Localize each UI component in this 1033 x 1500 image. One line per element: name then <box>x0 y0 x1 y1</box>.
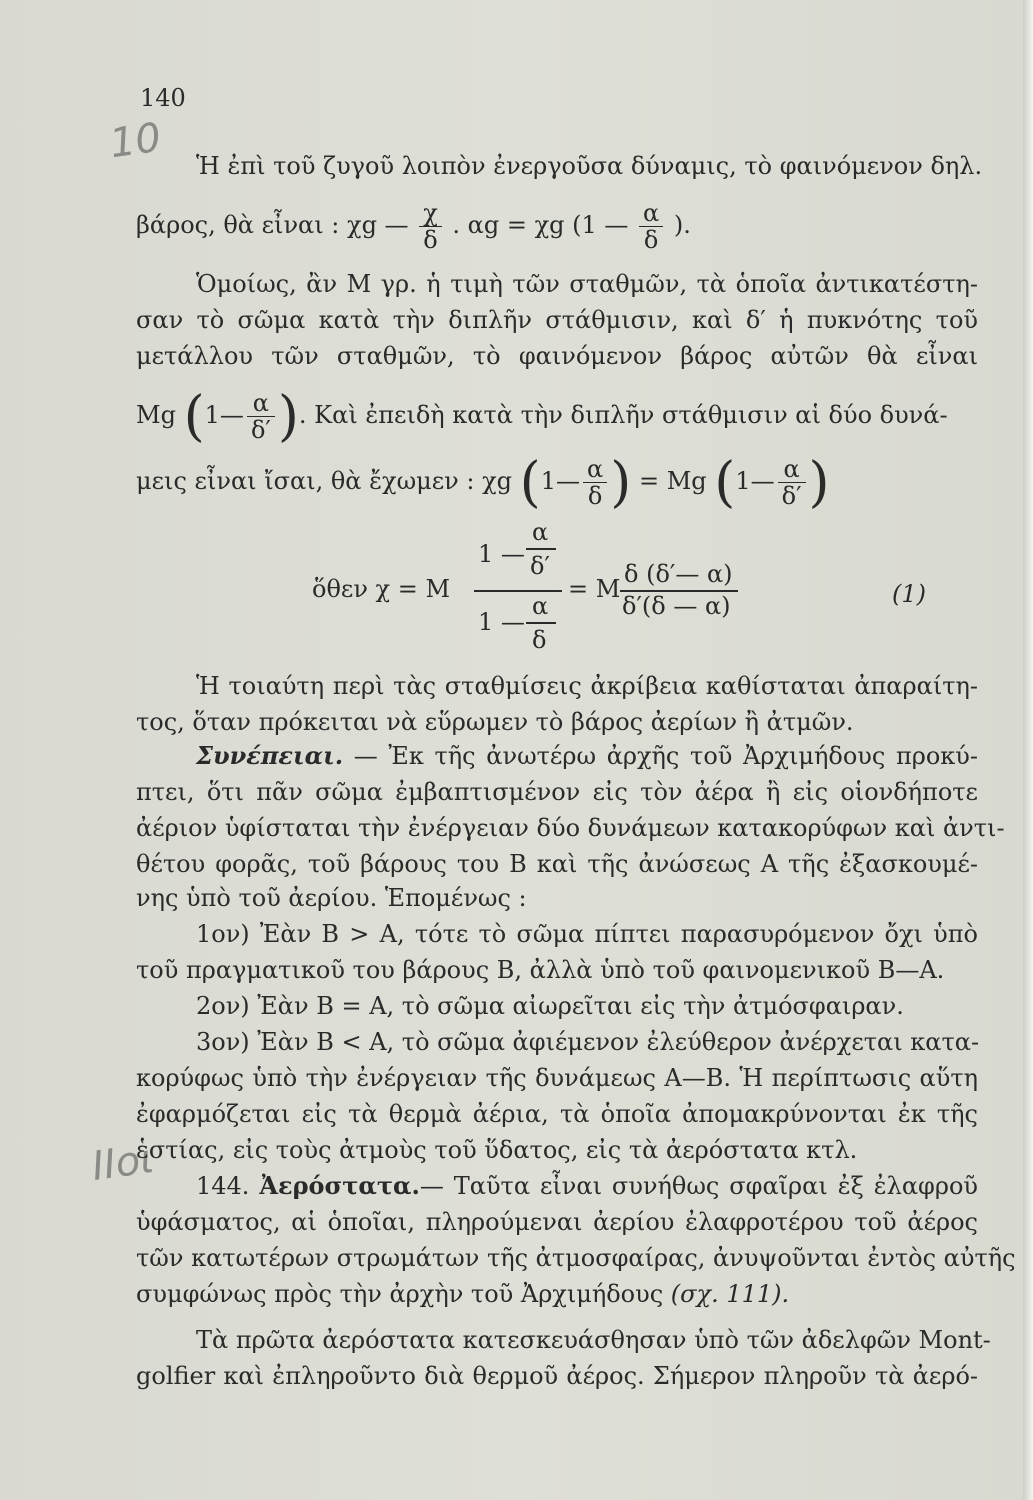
equation-number: (1) <box>892 580 926 608</box>
eq1-right-den: δ′(δ — α) <box>622 592 731 620</box>
s144-line3: τῶν κατωτέρων στρωμάτων τῆς ἀτμοσφαίρας, ἀνυψοῦνται ἐντὸς αὐτῆς <box>136 1244 1016 1272</box>
eq1-eq-m: = M <box>568 575 621 603</box>
frac-den: δ′ <box>781 482 802 510</box>
p1-text-mid: . αg = χg (1 — <box>452 211 629 239</box>
p4-line2: πτει, ὅτι πᾶν σῶμα ἐμβαπτισμένον εἰς τὸν ἀέρα ἢ εἰς οἱονδήποτε <box>136 778 978 806</box>
paren-left: ( <box>714 450 736 514</box>
frac-num: α <box>639 200 663 227</box>
page-edge <box>1023 0 1033 1500</box>
p1-text: βάρος, θὰ εἶναι : χg — <box>136 211 409 239</box>
p4-line1-rest: — Ἐκ τῆς ἀνωτέρω ἀρχῆς τοῦ Ἀρχιμήδους προκύ- <box>343 742 978 770</box>
case1-line2: τοῦ πραγματικοῦ του βάρους B, ἀλλὰ ὑπὸ τοῦ φαινομενικοῦ B—A. <box>136 956 945 984</box>
case3-line2: κορύφως ὑπὸ τὴν ἐνέργειαν τῆς δυνάμεως A—B. Ἡ περίπτωσις αὕτη <box>136 1064 978 1092</box>
section-title-aerostata: Ἀερόστατα. <box>259 1171 420 1200</box>
frac-den: δ <box>587 482 603 510</box>
fraction-alpha-over-delta <box>639 200 663 253</box>
section-number-144: 144. <box>196 1172 260 1200</box>
p2-line3: μετάλλου τῶν σταθμῶν, τὸ φαινόμενον βάρος αὐτῶν θὰ εἶναι <box>136 342 978 370</box>
eq1-lhs: ὅθεν χ = M <box>312 575 451 603</box>
eq1-right-num: δ (δ′— α) <box>624 560 733 588</box>
s144-line1-rest: — Ταῦτα εἶναι συνήθως σφαῖραι ἐξ ἐλαφροῦ <box>419 1172 978 1200</box>
frac-den: δ′ <box>250 416 271 444</box>
fraction-alpha-over-delta <box>583 456 607 509</box>
p2-line1: Ὁμοίως, ἂν Μ γρ. ἡ τιμὴ τῶν σταθμῶν, τὰ ὁποῖα ἀντικατέστη- <box>196 270 978 298</box>
eq1-top-one: 1 — <box>478 540 525 568</box>
p3-line1: Ἡ τοιαύτη περὶ τὰς σταθμίσεις ἀκρίβεια καθίσταται ἀπαραίτη- <box>196 672 978 700</box>
paren-right: ) <box>808 450 830 514</box>
p1-line2 <box>136 200 978 253</box>
p3-line2: τος, ὅταν πρόκειται νὰ εὕρωμεν τὸ βάρος ἀερίων ἢ ἀτμῶν. <box>136 708 854 736</box>
p2-one-minus-b: 1— <box>735 467 775 495</box>
p2-line2: σαν τὸ σῶμα κατὰ τὴν διπλῆν στάθμισιν, καὶ δ′ ἡ πυκνότης τοῦ <box>136 306 978 334</box>
p5-line1: Τὰ πρῶτα ἀερόστατα κατεσκευάσθησαν ὑπὸ τῶν ἀδελφῶν Mont- <box>196 1326 991 1354</box>
frac-num: α <box>247 390 275 417</box>
frac-den: δ <box>643 226 659 254</box>
eq1-bot-bar <box>526 622 556 624</box>
page-number: 140 <box>140 84 186 112</box>
fraction-alpha-over-delta-prime <box>778 456 806 509</box>
case2-line1: 2ον) Ἐὰν B = A, τὸ σῶμα αἰωρεῖται εἰς τὴν ἀτμόσφαιραν. <box>196 992 904 1020</box>
eq1-bot-den: δ <box>532 626 547 654</box>
s144-line4-text: συμφώνως πρὸς τὴν ἀρχὴν τοῦ Ἀρχιμήδους <box>136 1280 671 1308</box>
s144-line4 <box>136 1278 978 1310</box>
paren-right: ) <box>277 384 299 448</box>
p4-line3: ἀέριον ὑφίσταται τὴν ἐνέργειαν δύο δυνάμεων κατακορύφων καὶ ἀντι- <box>136 814 1005 842</box>
fraction-chi-over-delta <box>419 200 442 253</box>
p1-line1: Ἡ ἐπὶ τοῦ ζυγοῦ λοιπὸν ἐνεργοῦσα δύναμις, τὸ φαινόμενον δηλ. <box>196 152 983 180</box>
frac-num: α <box>583 456 607 483</box>
frac-den: δ <box>423 226 438 254</box>
pencil-margin-note-144: ΙΙοι <box>89 1135 157 1191</box>
p2-eq-mg: = Mg <box>638 467 707 495</box>
case3-line4: ἑστίας, εἰς τοὺς ἀτμοὺς τοῦ ὕδατος, εἰς τὰ ἀερόστατα κτλ. <box>136 1136 858 1164</box>
case3-line3: ἐφαρμόζεται εἰς τὰ θερμὰ ἀέρια, τὰ ὁποῖα ἀπομακρύνονται ἐκ τῆς <box>136 1100 978 1128</box>
case3-line1: 3ον) Ἐὰν B < A, τὸ σῶμα ἀφιέμενον ἐλεύθερον ἀνέρχεται κατα- <box>196 1028 980 1056</box>
fraction-alpha-over-delta-prime <box>247 390 275 443</box>
eq1-bot-one: 1 — <box>478 608 525 636</box>
p2-line4 <box>136 384 978 448</box>
eq1-top-den: δ′ <box>530 552 550 580</box>
p5-line2: golfier καὶ ἐπληροῦντο διὰ θερμοῦ ἀέρος. Σήμερον πληροῦν τὰ ἀερό- <box>136 1362 978 1390</box>
p4-line5: νης ὑπὸ τοῦ ἀερίου. Ἑπομένως : <box>136 884 527 912</box>
paren-left: ( <box>183 384 205 448</box>
paren-right: ) <box>610 450 632 514</box>
p4-line4: θέτου φορᾶς, τοῦ βάρους του B καὶ τῆς ἀνώσεως A τῆς ἐξασκουμέ- <box>136 850 978 878</box>
frac-num: α <box>778 456 806 483</box>
frac-num: χ <box>419 200 442 227</box>
figure-reference: (σχ. 111). <box>670 1280 790 1308</box>
p1-text-end: ). <box>673 211 691 239</box>
paren-left: ( <box>519 450 541 514</box>
p2-mg: Mg <box>136 401 176 429</box>
p4-line1 <box>196 740 978 772</box>
p2-one-minus: 1— <box>204 401 244 429</box>
s144-line1 <box>196 1170 978 1202</box>
p2-one-minus-a: 1— <box>540 467 581 495</box>
eq1-main-bar <box>474 590 562 592</box>
s144-line2: ὑφάσματος, αἱ ὁποῖαι, πληρούμεναι ἀερίου ἐλαφροτέρου τοῦ ἀέρος <box>136 1208 978 1236</box>
case1-line1: 1ον) Ἐὰν B > A, τότε τὸ σῶμα πίπτει παρασυρόμενον ὄχι ὑπὸ <box>196 920 978 948</box>
pencil-margin-note-top: 10 <box>107 114 164 168</box>
eq1-top-bar <box>526 548 556 550</box>
eq1-top-num: α <box>532 518 549 546</box>
p2-line5-text: μεις εἶναι ἴσαι, θὰ ἔχωμεν : χg <box>136 467 513 495</box>
p2-line4-text: . Καὶ ἐπειδὴ κατὰ τὴν διπλῆν στάθμισιν αἱ δύο δυνά- <box>298 401 948 429</box>
section-heading-synepeiai: Συνέπειαι. <box>196 741 344 770</box>
eq1-bot-num: α <box>532 592 549 620</box>
p2-line5 <box>136 450 978 514</box>
